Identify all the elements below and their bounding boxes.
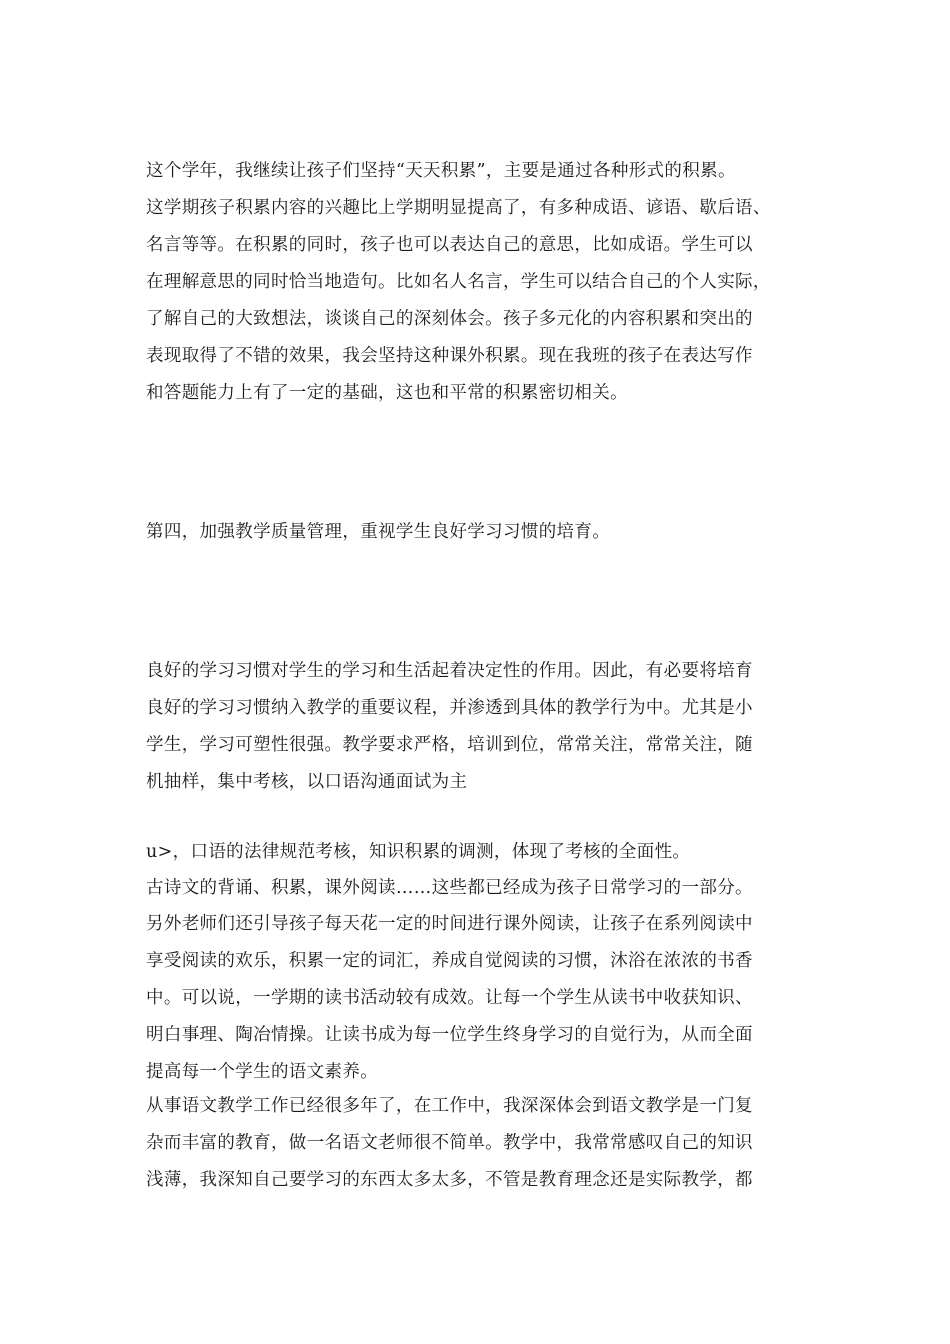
text-line: 机抽样，集中考核，以口语沟通面试为主 bbox=[146, 772, 468, 792]
text-line: 从事语文教学工作已经很多年了，在工作中，我深深体会到语文教学是一门复 bbox=[146, 1096, 753, 1116]
text-line: 了解自己的大致想法，谈谈自己的深刻体会。孩子多元化的内容积累和突出的 bbox=[146, 309, 753, 329]
text-line: u>，口语的法律规范考核，知识积累的调测，体现了考核的全面性。 bbox=[146, 842, 691, 862]
text-line: 表现取得了不错的效果，我会坚持这种课外积累。现在我班的孩子在表达写作 bbox=[146, 346, 753, 366]
text-line: 良好的学习习惯对学生的学习和生活起着决定性的作用。因此，有必要将培育 bbox=[146, 661, 753, 681]
text-line: 享受阅读的欢乐，积累一定的词汇，养成自觉阅读的习惯，沐浴在浓浓的书香 bbox=[146, 951, 753, 971]
text-line: 这学期孩子积累内容的兴趣比上学期明显提高了，有多种成语、谚语、歇后语、 bbox=[146, 198, 771, 218]
text-line: 和答题能力上有了一定的基础，这也和平常的积累密切相关。 bbox=[146, 383, 628, 403]
text-line: 学生，学习可塑性很强。教学要求严格，培训到位，常常关注，常常关注，随 bbox=[146, 735, 753, 755]
text-line: 杂而丰富的教育，做一名语文老师很不简单。教学中，我常常感叹自己的知识 bbox=[146, 1133, 753, 1153]
text-line: 名言等等。在积累的同时，孩子也可以表达自己的意思，比如成语。学生可以 bbox=[146, 235, 753, 255]
text-line: 浅薄，我深知自己要学习的东西太多太多，不管是教育理念还是实际教学，都 bbox=[146, 1170, 753, 1190]
text-line: 这个学年，我继续让孩子们坚持“天天积累”，主要是通过各种形式的积累。 bbox=[146, 161, 736, 181]
text-line: 中。可以说，一学期的读书活动较有成效。让每一个学生从读书中收获知识、 bbox=[146, 988, 753, 1008]
text-line: 明白事理、陶冶情操。让读书成为每一位学生终身学习的自觉行为，从而全面 bbox=[146, 1025, 753, 1045]
text-line: 古诗文的背诵、积累，课外阅读……这些都已经成为孩子日常学习的一部分。 bbox=[146, 878, 753, 898]
text-line: 在理解意思的同时恰当地造句。比如名人名言，学生可以结合自己的个人实际， bbox=[146, 272, 771, 292]
text-line: 良好的学习习惯纳入教学的重要议程，并渗透到具体的教学行为中。尤其是小 bbox=[146, 698, 753, 718]
text-line: 另外老师们还引导孩子每天花一定的时间进行课外阅读，让孩子在系列阅读中 bbox=[146, 914, 753, 934]
text-line: 提高每一个学生的语文素养。 bbox=[146, 1062, 379, 1082]
section-heading: 第四，加强教学质量管理，重视学生良好学习习惯的培育。 bbox=[146, 522, 611, 542]
